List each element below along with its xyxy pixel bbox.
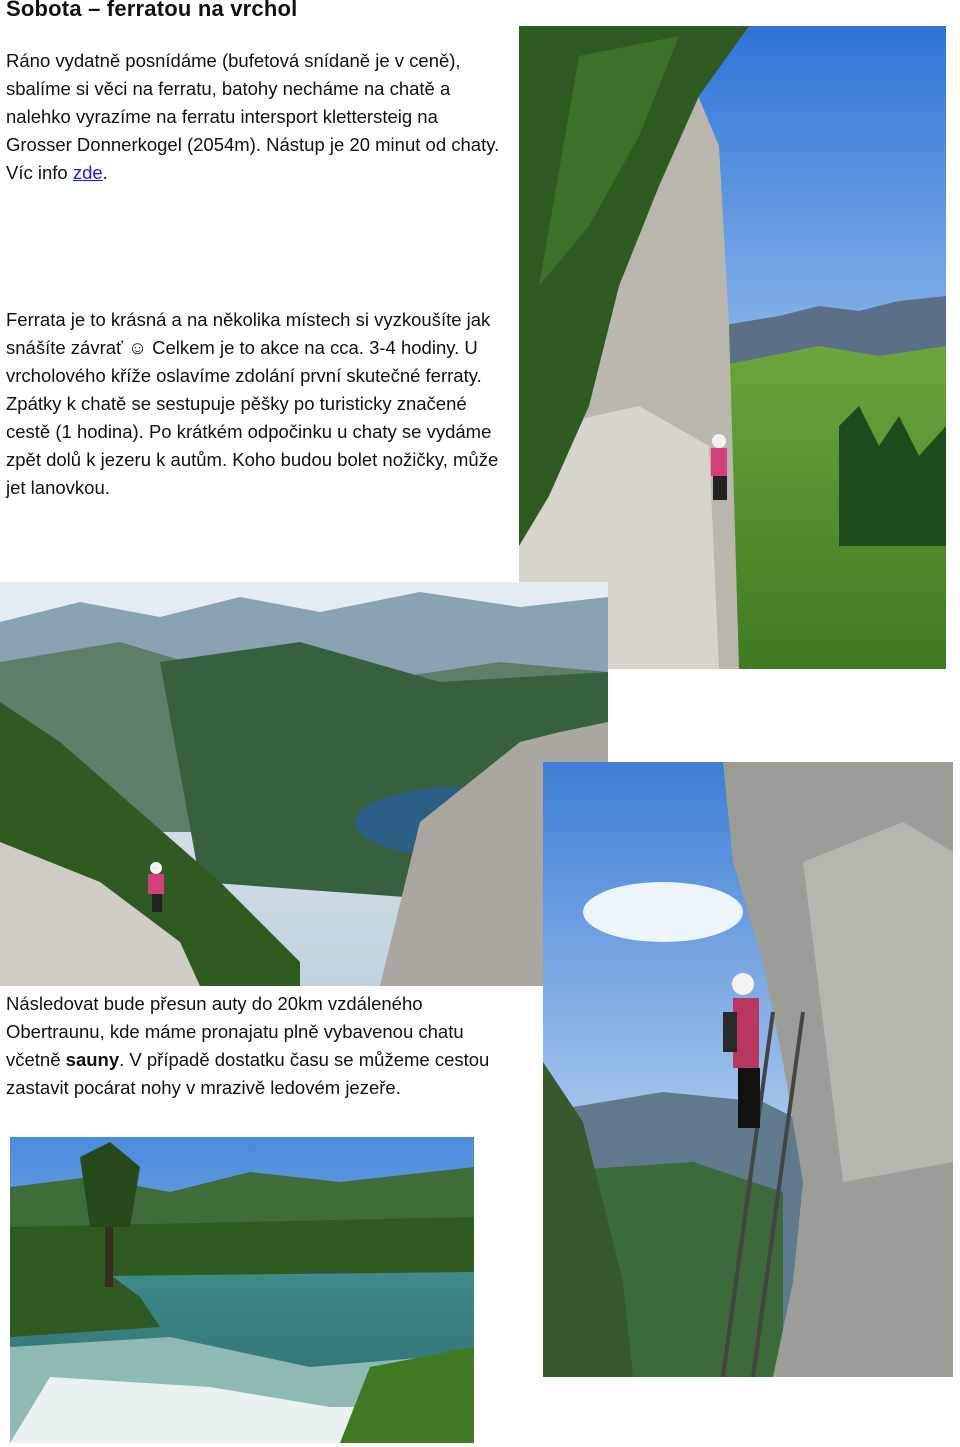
photo-climber-rock-wall [519, 26, 946, 669]
page-title: Sobota – ferratou na vrchol [6, 0, 298, 21]
intro-text-end: . [102, 162, 108, 183]
transfer-paragraph [6, 990, 496, 1102]
ferrata-text: Ferrata je to krásná a na několika místech si vyzkoušíte jak snášíte závrať ☺ Celkem je to akce na cca. 3-4 hodiny. U vrcholového kříže oslavíme zdolání první skutečné ferraty. Zpátky k chatě se sestupuje pěšky po turisticky značené cestě (1 hodina). Po krátkém odpočinku u chaty se vydáme zpět dolů k jezeru k autům. Koho budou bolet nožičky, může jet lanovkou. [6, 309, 499, 498]
more-info-link[interactable]: zde [72, 162, 103, 183]
intro-paragraph [6, 47, 506, 187]
sauna-highlight: sauny [65, 1049, 120, 1070]
valley-lake-image [0, 582, 608, 986]
photo-valley-lake-view [0, 582, 608, 986]
transfer-text-end: . V případě dostatku času se můžeme cestou zastavit pocárat nohy v mrazivě ledovém jezeře. [6, 1049, 490, 1098]
alpine-lake-image [10, 1137, 474, 1443]
photo-alpine-lake [10, 1137, 474, 1443]
intro-text: Ráno vydatně posnídáme (bufetová snídaně je v ceně), sbalíme si věci na ferratu, batohy necháme na chatě a nalehko vyrazíme na ferratu intersport klettersteig na Grosser Donnerkogel (2054m). Nástup je 20 minut od chaty. Víc info [6, 50, 500, 183]
transfer-text: Následovat bude přesun auty do 20km vzdáleného Obertraunu, kde máme pronajatu plně vybavenou chatu včetně [6, 993, 464, 1070]
climber-rock-wall-image [519, 26, 946, 669]
ferrata-paragraph [6, 306, 504, 502]
photo-ladder-climb [543, 762, 953, 1377]
ladder-climb-image [543, 762, 953, 1377]
